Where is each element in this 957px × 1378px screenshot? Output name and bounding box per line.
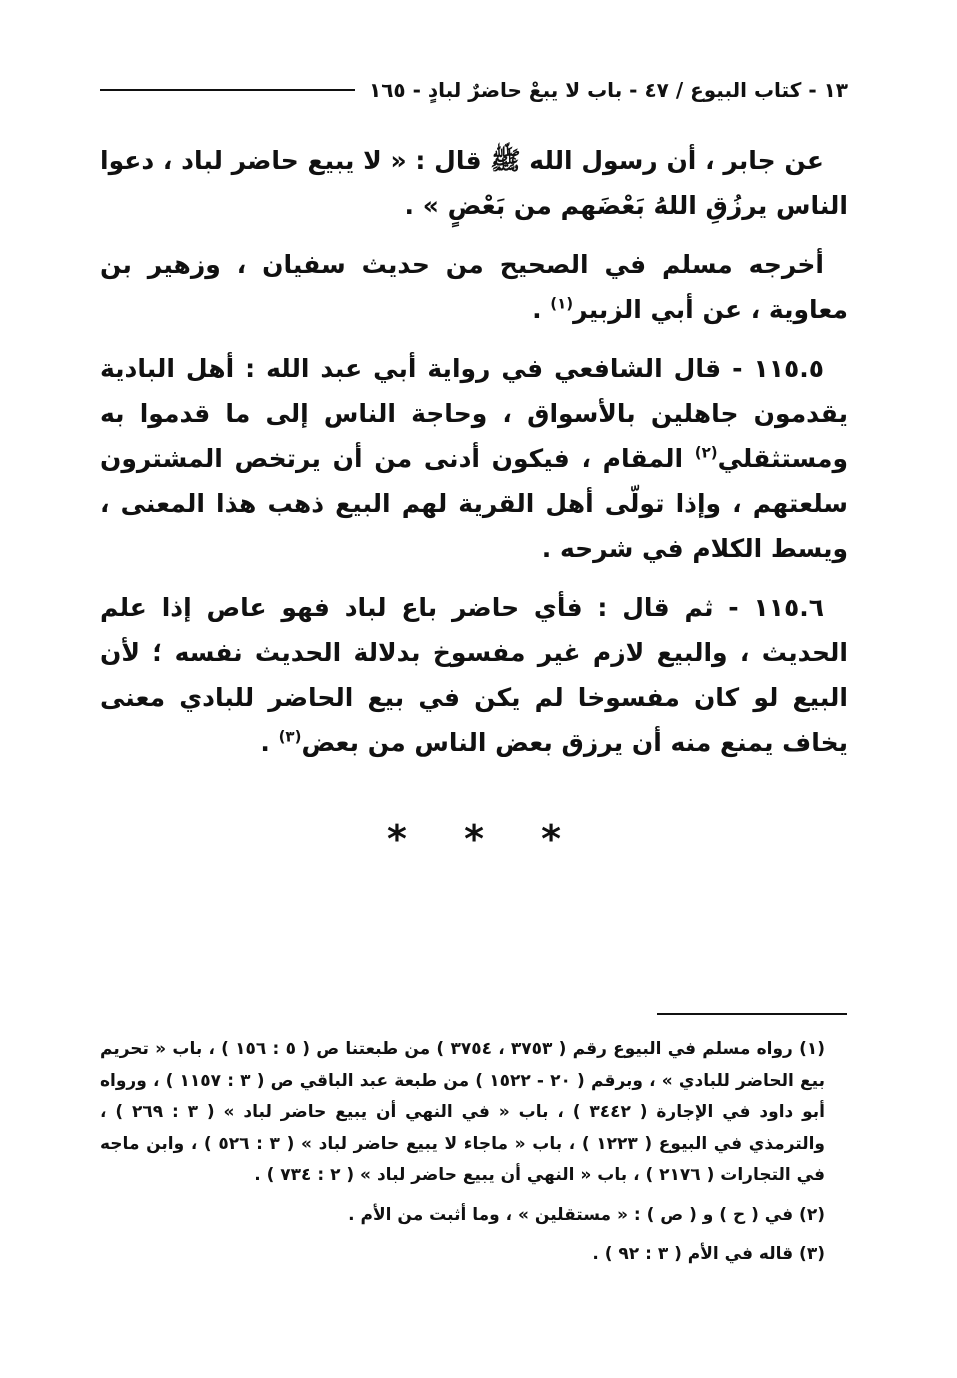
paragraph-hadith [100,138,848,228]
footnote-ref-2[interactable]: (٢) [694,443,718,462]
footnote-ref-1[interactable]: (١) [550,294,574,313]
asterisk-icon: * [464,817,484,861]
asterisk-icon: * [541,817,562,861]
running-head [100,70,848,110]
paragraph-115-5 [100,346,848,571]
paragraph-takhrij [100,242,848,332]
header-rule [100,89,355,91]
paragraph-hadith-text: عن جابر ، أن رسول الله ﷺ قال : « لا يبيع حاضر لباد ، دعوا الناس يرزُقِ اللهُ بَعْضَهم من بَعْضٍ » . [100,146,848,220]
page [100,70,848,861]
paragraph-takhrij-text: أخرجه مسلم في الصحيح من حديث سفيان ، وزهير بن معاوية ، عن أبي الزبير [100,250,848,324]
footnote-2: (٢) في ( ح ) و ( ص ) : « مستقلين » ، وما أثبت من الأم . [348,1204,825,1225]
paragraph-115-5-text-a: ١١٥.٥ - قال الشافعي في رواية أبي عبد الله : أهل البادية يقدمون جاهلين بالأسواق ، وحاجة الناس إلى ما قدموا به ومستثقلي [100,354,848,473]
paragraph-115-6 [100,585,848,765]
footnote-3: (٣) قاله في الأم ( ٣ : ٩٢ ) . [592,1244,825,1264]
paragraph-takhrij-end: . [532,295,551,324]
main-text [100,138,848,765]
footnote-separator [657,1013,847,1015]
paragraph-115-6-end: . [260,728,279,757]
footnote-1: (١) رواه مسلم في البيوع رقم ( ٣٧٥٣ ، ٣٧٥٤ ) من طبعتنا ص ( ٥ : ١٥٦ ) ، باب « تحريم بيع الحاضر للبادي » ، وبرقم ( ٢٠ - ١٥٢٢ ) من طبعة عبد الباقي ص ( ٣ : ١١٥٧ ) ، ورواه أبو داود في الإجارة ( ٣٤٤٢ ) ، باب « في النهي أن يبيع حاضر لباد » ( ٣ : ٢٦٩ ) ، والترمذي في البيوع ( ١٢٢٣ ) ، باب « ماجاء لا يبيع حاضر لباد » ( ٣ : ٥٢٦ ) ، وابن ماجه في التجارات ( ٢١٧٦ ) ، باب « النهي أن يبيع حاضر لباد » ( ٢ : ٧٣٤ ) . [100,1039,826,1185]
asterisk-icon: * [386,817,407,861]
paragraph-115-6-text: ١١٥.٦ - ثم قال : فأي حاضر باع لباد فهو عاص إذا علم الحديث ، والبيع لازم غير مفسوخ بدلالة الحديث نفسه ؛ لأن البيع لو كان مفسوخا لم يكن في بيع الحاضر للبادي معنى يخاف يمنع منه أن يرزق بعض الناس من بعض [100,593,848,757]
paragraph-115-5-text-b: المقام ، فيكون أدنى من أن يرتخص المشترون سلعتهم ، وإذا تولّى أهل القرية لهم البيع ذهب هذا المعنى ، ويسط الكلام في شرحه . [100,444,848,563]
section-ornament [100,817,848,861]
running-head-text: ١٣ - كتاب البيوع / ٤٧ - باب لا يبعْ حاضرٌ لبادٍ - ١٦٥ [369,78,848,102]
footnote-ref-3[interactable]: (٣) [278,727,302,746]
footnotes [100,1034,825,1279]
